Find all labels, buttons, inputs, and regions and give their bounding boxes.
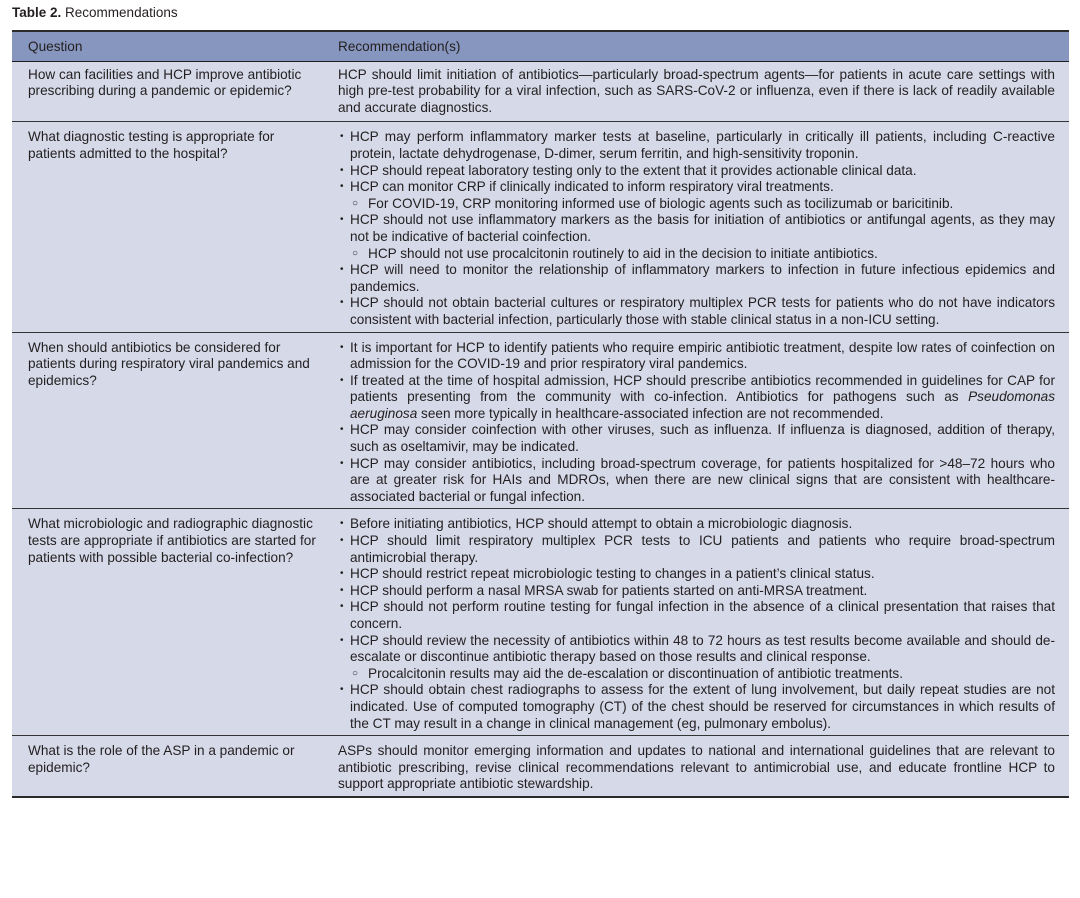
recommendation-item	[338, 262, 1055, 295]
recommendation-text: HCP should review the necessity of antibiotics within 48 to 72 hours as test results become available and should de-escalate or discontinue antibiotic therapy based on those results and clinical response.	[350, 632, 1055, 665]
recommendation-text: HCP may consider coinfection with other viruses, such as influenza. If influenza is diagnosed, addition of therapy, such as oseltamivir, may be indicated.	[350, 422, 1055, 455]
recommendation-item	[338, 566, 1055, 583]
recommendation-item	[338, 516, 1055, 533]
recommendation-item	[338, 633, 1055, 683]
recommendation-text: HCP can monitor CRP if clinically indicated to inform respiratory viral treatments.	[350, 179, 834, 195]
table-row	[12, 61, 1069, 122]
table-caption-title: Recommendations	[65, 5, 178, 20]
recommendations-table	[12, 30, 1069, 798]
recommendation-item	[338, 340, 1055, 373]
sub-recommendation-list	[350, 666, 1055, 683]
bullet-icon: •	[340, 568, 344, 580]
bullet-icon: •	[340, 518, 344, 530]
recommendation-text: HCP should repeat laboratory testing only to the extent that it provides actionable clinical data.	[350, 162, 917, 178]
bullet-icon: •	[340, 584, 344, 596]
question-cell: What is the role of the ASP in a pandemic or epidemic?	[12, 736, 337, 797]
table-row	[12, 509, 1069, 736]
table-row	[12, 736, 1069, 797]
recommendation-item	[338, 583, 1055, 600]
bullet-icon: •	[340, 684, 344, 696]
bullet-icon: •	[340, 297, 344, 309]
header-question: Question	[12, 31, 337, 61]
recommendation-item	[338, 422, 1055, 455]
header-row	[12, 31, 1069, 61]
bullet-icon: •	[340, 264, 344, 276]
recommendation-item	[338, 456, 1055, 506]
sub-recommendation-text: Procalcitonin results may aid the de-escalation or discontinuation of antibiotic treatments.	[368, 665, 903, 681]
table-caption	[12, 5, 178, 21]
recommendation-text: HCP should perform a nasal MRSA swab for patients started on anti-MRSA treatment.	[350, 582, 868, 598]
bullet-icon: •	[340, 424, 344, 436]
sub-recommendation-text: HCP should not use procalcitonin routinely to aid in the decision to initiate antibiotics.	[368, 245, 878, 261]
circle-bullet-icon: ○	[352, 667, 359, 679]
recommendation-text: HCP should restrict repeat microbiologic testing to changes in a patient’s clinical status.	[350, 566, 875, 582]
question-cell: What diagnostic testing is appropriate for patients admitted to the hospital?	[12, 122, 337, 332]
table-body	[12, 61, 1069, 797]
recommendation-text: If treated at the time of hospital admission, HCP should prescribe antibiotics recommended in guidelines for CAP for patients presenting from the community with co-infection. Antibiotics for pathogens such as	[350, 372, 1055, 405]
bullet-icon: •	[340, 535, 344, 547]
recommendation-text: HCP will need to monitor the relationship of inflammatory markers to infection in future infectious epidemics and pandemics.	[350, 262, 1055, 294]
recommendation-item	[338, 599, 1055, 632]
sub-recommendation-list	[350, 196, 1055, 213]
bullet-icon: •	[340, 374, 344, 386]
recommendation-cell: ASPs should monitor emerging information and updates to national and international guidelines that are relevant to antibiotic prescribing, revise clinical recommendations relevant to antimicrobial use, and educate frontline HCP to support appropriate antibiotic stewardship.	[337, 736, 1069, 797]
recommendation-item	[338, 129, 1055, 162]
recommendation-text: Before initiating antibiotics, HCP should attempt to obtain a microbiologic diagnosis.	[350, 516, 853, 532]
bullet-icon: •	[340, 131, 344, 143]
header-recommendation: Recommendation(s)	[337, 31, 1069, 61]
recommendation-item	[338, 682, 1055, 732]
bullet-icon: •	[340, 181, 344, 193]
table-caption-label: Table 2.	[12, 5, 62, 20]
recommendation-text: HCP may consider antibiotics, including broad-spectrum coverage, for patients hospitalized for >48–72 hours who are at greater risk for HAIs and MDROs, when there are new clinical signs that are consistent with healthcare-associated bacterial or fungal infection.	[350, 455, 1055, 504]
question-cell: When should antibiotics be considered for patients during respiratory viral pandemics and epidemics?	[12, 332, 337, 509]
recommendation-text: HCP should not use inflammatory markers as the basis for initiation of antibiotics or antifungal agents, as they may not be indicative of bacterial coinfection.	[350, 212, 1055, 244]
sub-recommendation-text: For COVID-19, CRP monitoring informed use of biologic agents such as tocilizumab or baricitinib.	[368, 195, 954, 211]
sub-recommendation-list	[350, 246, 1055, 263]
recommendation-item	[338, 533, 1055, 566]
recommendation-item	[338, 212, 1055, 262]
bullet-icon: •	[340, 601, 344, 613]
recommendation-cell: HCP should limit initiation of antibiotics—particularly broad-spectrum agents—for patients in acute care settings with high pre-test probability for a viral infection, such as SARS-CoV-2 or influenza, even if there is lack of readily available and accurate diagnostics.	[337, 61, 1069, 122]
table-header	[12, 31, 1069, 61]
recommendation-text: It is important for HCP to identify patients who require empiric antibiotic treatment, despite low rates of coinfection on admission for the COVID-19 and prior respiratory viral pandemics.	[350, 339, 1055, 372]
question-cell: How can facilities and HCP improve antibiotic prescribing during a pandemic or epidemic?	[12, 61, 337, 122]
recommendation-cell	[337, 509, 1069, 736]
bullet-icon: •	[340, 164, 344, 176]
recommendation-item	[338, 163, 1055, 180]
recommendation-cell	[337, 122, 1069, 332]
recommendation-text: HCP should limit respiratory multiplex PCR tests to ICU patients and patients who require broad-spectrum antimicrobial therapy.	[350, 533, 1055, 565]
recommendation-text: HCP should obtain chest radiographs to assess for the extent of lung involvement, but daily repeat studies are not indicated. Use of computed tomography (CT) of the chest should be reserved for circumstances in which results of the CT may result in a change in clinical management (eg, pulmonary embolus).	[350, 682, 1055, 731]
recommendation-item	[338, 373, 1055, 423]
recommendation-list	[338, 340, 1055, 506]
bullet-icon: •	[340, 341, 344, 353]
question-cell: What microbiologic and radiographic diagnostic tests are appropriate if antibiotics are started for patients with possible bacterial co-infection?	[12, 509, 337, 736]
bullet-icon: •	[340, 457, 344, 469]
circle-bullet-icon: ○	[352, 247, 359, 259]
recommendation-text: HCP may perform inflammatory marker tests at baseline, particularly in critically ill patients, including C-reactive protein, lactate dehydrogenase, D-dimer, serum ferritin, and high-sensitivity troponin.	[350, 129, 1055, 161]
recommendation-text: seen more typically in healthcare-associated infection are not recommended.	[417, 405, 884, 421]
recommendation-cell	[337, 332, 1069, 509]
sub-recommendation-item	[338, 246, 1055, 263]
bullet-icon: •	[340, 634, 344, 646]
sub-recommendation-item	[338, 196, 1055, 213]
sub-recommendation-item	[338, 666, 1055, 683]
recommendation-list	[338, 129, 1055, 328]
recommendation-list	[338, 516, 1055, 732]
organism-name: Pseudomonas aeruginosa	[350, 389, 1055, 421]
table-row	[12, 332, 1069, 509]
recommendation-item	[338, 295, 1055, 328]
recommendation-text: HCP should not obtain bacterial cultures or respiratory multiplex PCR tests for patients who do not have indicators consistent with bacterial infection, particularly those with stable clinical status in a non-ICU setting.	[350, 295, 1055, 327]
table-row	[12, 122, 1069, 332]
recommendation-item	[338, 179, 1055, 212]
recommendation-text: HCP should not perform routine testing for fungal infection in the absence of a clinical presentation that raises that concern.	[350, 599, 1055, 631]
circle-bullet-icon: ○	[352, 197, 359, 209]
bullet-icon: •	[340, 214, 344, 226]
